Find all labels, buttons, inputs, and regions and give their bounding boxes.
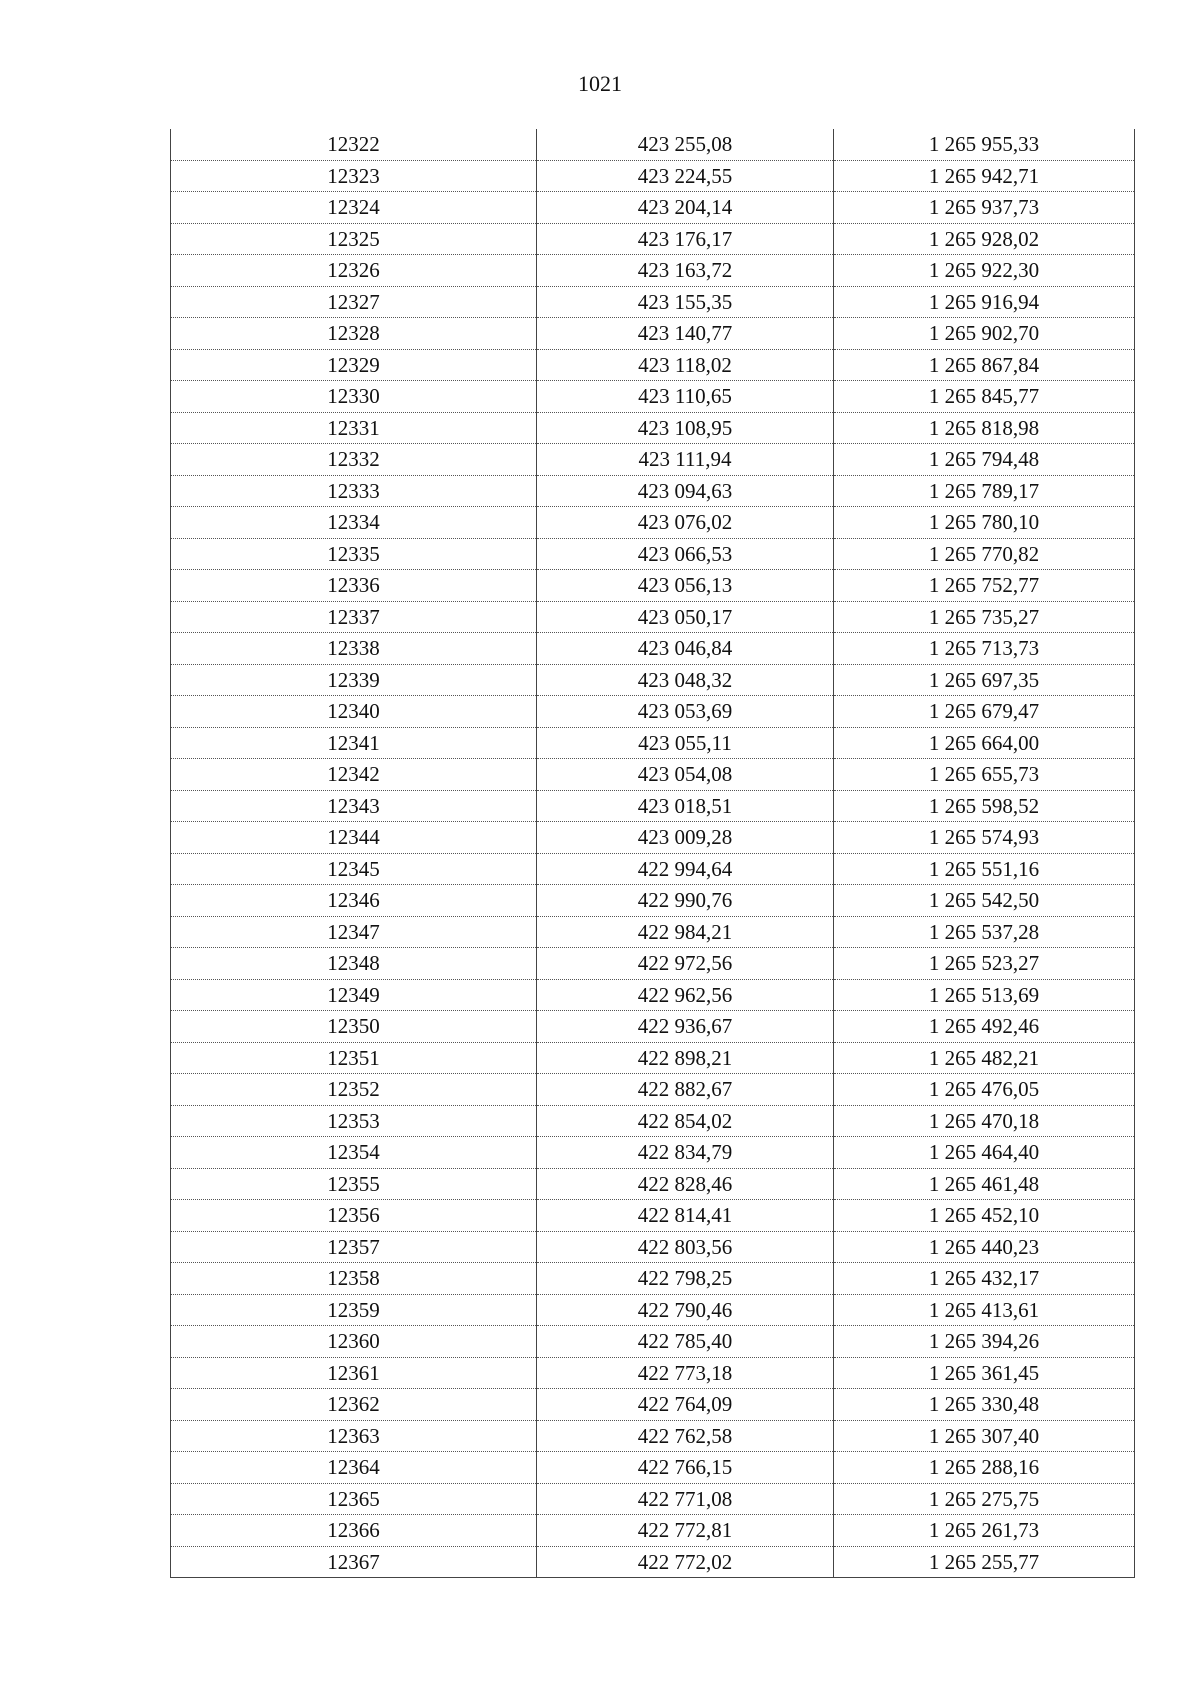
y-coordinate-cell: 1 265 432,17 <box>834 1263 1135 1295</box>
table-row <box>171 129 1135 160</box>
x-coordinate-cell: 422 898,21 <box>537 1042 834 1074</box>
table-row <box>171 1357 1135 1389</box>
x-coordinate-cell: 423 176,17 <box>537 223 834 255</box>
table-row <box>171 727 1135 759</box>
table-row <box>171 192 1135 224</box>
x-coordinate-cell: 423 118,02 <box>537 349 834 381</box>
point-number-cell: 12323 <box>171 160 537 192</box>
table-row <box>171 916 1135 948</box>
table-row <box>171 1389 1135 1421</box>
x-coordinate-cell: 422 803,56 <box>537 1231 834 1263</box>
y-coordinate-cell: 1 265 513,69 <box>834 979 1135 1011</box>
x-coordinate-cell: 422 972,56 <box>537 948 834 980</box>
y-coordinate-cell: 1 265 255,77 <box>834 1546 1135 1578</box>
x-coordinate-cell: 423 224,55 <box>537 160 834 192</box>
point-number-cell: 12353 <box>171 1105 537 1137</box>
x-coordinate-cell: 422 772,81 <box>537 1515 834 1547</box>
y-coordinate-cell: 1 265 780,10 <box>834 507 1135 539</box>
x-coordinate-cell: 422 814,41 <box>537 1200 834 1232</box>
x-coordinate-cell: 422 984,21 <box>537 916 834 948</box>
table-row <box>171 570 1135 602</box>
y-coordinate-cell: 1 265 482,21 <box>834 1042 1135 1074</box>
point-number-cell: 12328 <box>171 318 537 350</box>
point-number-cell: 12364 <box>171 1452 537 1484</box>
y-coordinate-cell: 1 265 928,02 <box>834 223 1135 255</box>
table-row <box>171 507 1135 539</box>
y-coordinate-cell: 1 265 551,16 <box>834 853 1135 885</box>
table-row <box>171 822 1135 854</box>
y-coordinate-cell: 1 265 464,40 <box>834 1137 1135 1169</box>
table-row <box>171 885 1135 917</box>
x-coordinate-cell: 422 882,67 <box>537 1074 834 1106</box>
y-coordinate-cell: 1 265 523,27 <box>834 948 1135 980</box>
table-row <box>171 1011 1135 1043</box>
point-number-cell: 12346 <box>171 885 537 917</box>
table-row <box>171 696 1135 728</box>
y-coordinate-cell: 1 265 818,98 <box>834 412 1135 444</box>
page-number: 1021 <box>578 71 622 96</box>
table-row <box>171 223 1135 255</box>
point-number-cell: 12339 <box>171 664 537 696</box>
x-coordinate-cell: 422 790,46 <box>537 1294 834 1326</box>
x-coordinate-cell: 423 204,14 <box>537 192 834 224</box>
table-row <box>171 255 1135 287</box>
y-coordinate-cell: 1 265 713,73 <box>834 633 1135 665</box>
x-coordinate-cell: 423 163,72 <box>537 255 834 287</box>
x-coordinate-cell: 423 108,95 <box>537 412 834 444</box>
x-coordinate-cell: 423 066,53 <box>537 538 834 570</box>
point-number-cell: 12325 <box>171 223 537 255</box>
table-row <box>171 601 1135 633</box>
y-coordinate-cell: 1 265 655,73 <box>834 759 1135 791</box>
y-coordinate-cell: 1 265 937,73 <box>834 192 1135 224</box>
table-row <box>171 1168 1135 1200</box>
point-number-cell: 12340 <box>171 696 537 728</box>
y-coordinate-cell: 1 265 770,82 <box>834 538 1135 570</box>
table-row <box>171 1546 1135 1578</box>
y-coordinate-cell: 1 265 845,77 <box>834 381 1135 413</box>
x-coordinate-cell: 422 766,15 <box>537 1452 834 1484</box>
y-coordinate-cell: 1 265 470,18 <box>834 1105 1135 1137</box>
x-coordinate-cell: 422 772,02 <box>537 1546 834 1578</box>
y-coordinate-cell: 1 265 794,48 <box>834 444 1135 476</box>
point-number-cell: 12345 <box>171 853 537 885</box>
point-number-cell: 12324 <box>171 192 537 224</box>
point-number-cell: 12334 <box>171 507 537 539</box>
table-row <box>171 790 1135 822</box>
table-row <box>171 444 1135 476</box>
point-number-cell: 12330 <box>171 381 537 413</box>
y-coordinate-cell: 1 265 697,35 <box>834 664 1135 696</box>
point-number-cell: 12344 <box>171 822 537 854</box>
x-coordinate-cell: 423 110,65 <box>537 381 834 413</box>
x-coordinate-cell: 423 018,51 <box>537 790 834 822</box>
point-number-cell: 12348 <box>171 948 537 980</box>
y-coordinate-cell: 1 265 492,46 <box>834 1011 1135 1043</box>
table-row <box>171 1483 1135 1515</box>
table-row <box>171 1452 1135 1484</box>
y-coordinate-cell: 1 265 275,75 <box>834 1483 1135 1515</box>
table-row <box>171 160 1135 192</box>
table-row <box>171 948 1135 980</box>
y-coordinate-cell: 1 265 537,28 <box>834 916 1135 948</box>
table-row <box>171 318 1135 350</box>
x-coordinate-cell: 422 762,58 <box>537 1420 834 1452</box>
x-coordinate-cell: 423 155,35 <box>537 286 834 318</box>
point-number-cell: 12366 <box>171 1515 537 1547</box>
x-coordinate-cell: 422 834,79 <box>537 1137 834 1169</box>
x-coordinate-cell: 423 009,28 <box>537 822 834 854</box>
y-coordinate-cell: 1 265 452,10 <box>834 1200 1135 1232</box>
x-coordinate-cell: 423 056,13 <box>537 570 834 602</box>
point-number-cell: 12352 <box>171 1074 537 1106</box>
x-coordinate-cell: 423 048,32 <box>537 664 834 696</box>
table-row <box>171 1231 1135 1263</box>
point-number-cell: 12326 <box>171 255 537 287</box>
point-number-cell: 12359 <box>171 1294 537 1326</box>
table-row <box>171 349 1135 381</box>
point-number-cell: 12360 <box>171 1326 537 1358</box>
point-number-cell: 12355 <box>171 1168 537 1200</box>
table-row <box>171 1263 1135 1295</box>
y-coordinate-cell: 1 265 440,23 <box>834 1231 1135 1263</box>
y-coordinate-cell: 1 265 867,84 <box>834 349 1135 381</box>
point-number-cell: 12337 <box>171 601 537 633</box>
table-row <box>171 633 1135 665</box>
y-coordinate-cell: 1 265 955,33 <box>834 129 1135 160</box>
y-coordinate-cell: 1 265 261,73 <box>834 1515 1135 1547</box>
point-number-cell: 12361 <box>171 1357 537 1389</box>
point-number-cell: 12343 <box>171 790 537 822</box>
point-number-cell: 12331 <box>171 412 537 444</box>
point-number-cell: 12338 <box>171 633 537 665</box>
x-coordinate-cell: 423 046,84 <box>537 633 834 665</box>
table-row <box>171 664 1135 696</box>
point-number-cell: 12341 <box>171 727 537 759</box>
table-row <box>171 979 1135 1011</box>
table-row <box>171 1042 1135 1074</box>
y-coordinate-cell: 1 265 330,48 <box>834 1389 1135 1421</box>
point-number-cell: 12357 <box>171 1231 537 1263</box>
x-coordinate-cell: 422 828,46 <box>537 1168 834 1200</box>
y-coordinate-cell: 1 265 461,48 <box>834 1168 1135 1200</box>
point-number-cell: 12367 <box>171 1546 537 1578</box>
table-row <box>171 1105 1135 1137</box>
x-coordinate-cell: 423 076,02 <box>537 507 834 539</box>
point-number-cell: 12358 <box>171 1263 537 1295</box>
table-row <box>171 538 1135 570</box>
coordinates-table <box>170 129 1135 1578</box>
x-coordinate-cell: 423 050,17 <box>537 601 834 633</box>
y-coordinate-cell: 1 265 679,47 <box>834 696 1135 728</box>
table-row <box>171 1294 1135 1326</box>
y-coordinate-cell: 1 265 598,52 <box>834 790 1135 822</box>
table-row <box>171 853 1135 885</box>
x-coordinate-cell: 422 962,56 <box>537 979 834 1011</box>
x-coordinate-cell: 422 771,08 <box>537 1483 834 1515</box>
x-coordinate-cell: 422 854,02 <box>537 1105 834 1137</box>
x-coordinate-cell: 422 764,09 <box>537 1389 834 1421</box>
x-coordinate-cell: 422 785,40 <box>537 1326 834 1358</box>
point-number-cell: 12333 <box>171 475 537 507</box>
x-coordinate-cell: 423 053,69 <box>537 696 834 728</box>
table-row <box>171 759 1135 791</box>
point-number-cell: 12350 <box>171 1011 537 1043</box>
point-number-cell: 12365 <box>171 1483 537 1515</box>
x-coordinate-cell: 423 140,77 <box>537 318 834 350</box>
x-coordinate-cell: 423 055,11 <box>537 727 834 759</box>
table-row <box>171 475 1135 507</box>
point-number-cell: 12332 <box>171 444 537 476</box>
x-coordinate-cell: 422 936,67 <box>537 1011 834 1043</box>
point-number-cell: 12354 <box>171 1137 537 1169</box>
y-coordinate-cell: 1 265 902,70 <box>834 318 1135 350</box>
point-number-cell: 12342 <box>171 759 537 791</box>
y-coordinate-cell: 1 265 735,27 <box>834 601 1135 633</box>
x-coordinate-cell: 422 773,18 <box>537 1357 834 1389</box>
table-row <box>171 1515 1135 1547</box>
x-coordinate-cell: 423 255,08 <box>537 129 834 160</box>
table-row <box>171 1200 1135 1232</box>
y-coordinate-cell: 1 265 476,05 <box>834 1074 1135 1106</box>
point-number-cell: 12329 <box>171 349 537 381</box>
point-number-cell: 12349 <box>171 979 537 1011</box>
point-number-cell: 12336 <box>171 570 537 602</box>
y-coordinate-cell: 1 265 394,26 <box>834 1326 1135 1358</box>
x-coordinate-cell: 422 990,76 <box>537 885 834 917</box>
table-row <box>171 1420 1135 1452</box>
table-row <box>171 412 1135 444</box>
x-coordinate-cell: 423 054,08 <box>537 759 834 791</box>
y-coordinate-cell: 1 265 664,00 <box>834 727 1135 759</box>
x-coordinate-cell: 422 798,25 <box>537 1263 834 1295</box>
table-row <box>171 1137 1135 1169</box>
y-coordinate-cell: 1 265 916,94 <box>834 286 1135 318</box>
y-coordinate-cell: 1 265 361,45 <box>834 1357 1135 1389</box>
point-number-cell: 12347 <box>171 916 537 948</box>
point-number-cell: 12335 <box>171 538 537 570</box>
point-number-cell: 12327 <box>171 286 537 318</box>
y-coordinate-cell: 1 265 942,71 <box>834 160 1135 192</box>
point-number-cell: 12362 <box>171 1389 537 1421</box>
point-number-cell: 12351 <box>171 1042 537 1074</box>
y-coordinate-cell: 1 265 789,17 <box>834 475 1135 507</box>
x-coordinate-cell: 423 094,63 <box>537 475 834 507</box>
table-row <box>171 1074 1135 1106</box>
y-coordinate-cell: 1 265 542,50 <box>834 885 1135 917</box>
table-row <box>171 1326 1135 1358</box>
table-row <box>171 286 1135 318</box>
point-number-cell: 12356 <box>171 1200 537 1232</box>
y-coordinate-cell: 1 265 307,40 <box>834 1420 1135 1452</box>
point-number-cell: 12363 <box>171 1420 537 1452</box>
y-coordinate-cell: 1 265 752,77 <box>834 570 1135 602</box>
x-coordinate-cell: 422 994,64 <box>537 853 834 885</box>
x-coordinate-cell: 423 111,94 <box>537 444 834 476</box>
y-coordinate-cell: 1 265 288,16 <box>834 1452 1135 1484</box>
point-number-cell: 12322 <box>171 129 537 160</box>
coordinates-table-body <box>171 129 1135 1578</box>
y-coordinate-cell: 1 265 413,61 <box>834 1294 1135 1326</box>
table-row <box>171 381 1135 413</box>
y-coordinate-cell: 1 265 574,93 <box>834 822 1135 854</box>
y-coordinate-cell: 1 265 922,30 <box>834 255 1135 287</box>
